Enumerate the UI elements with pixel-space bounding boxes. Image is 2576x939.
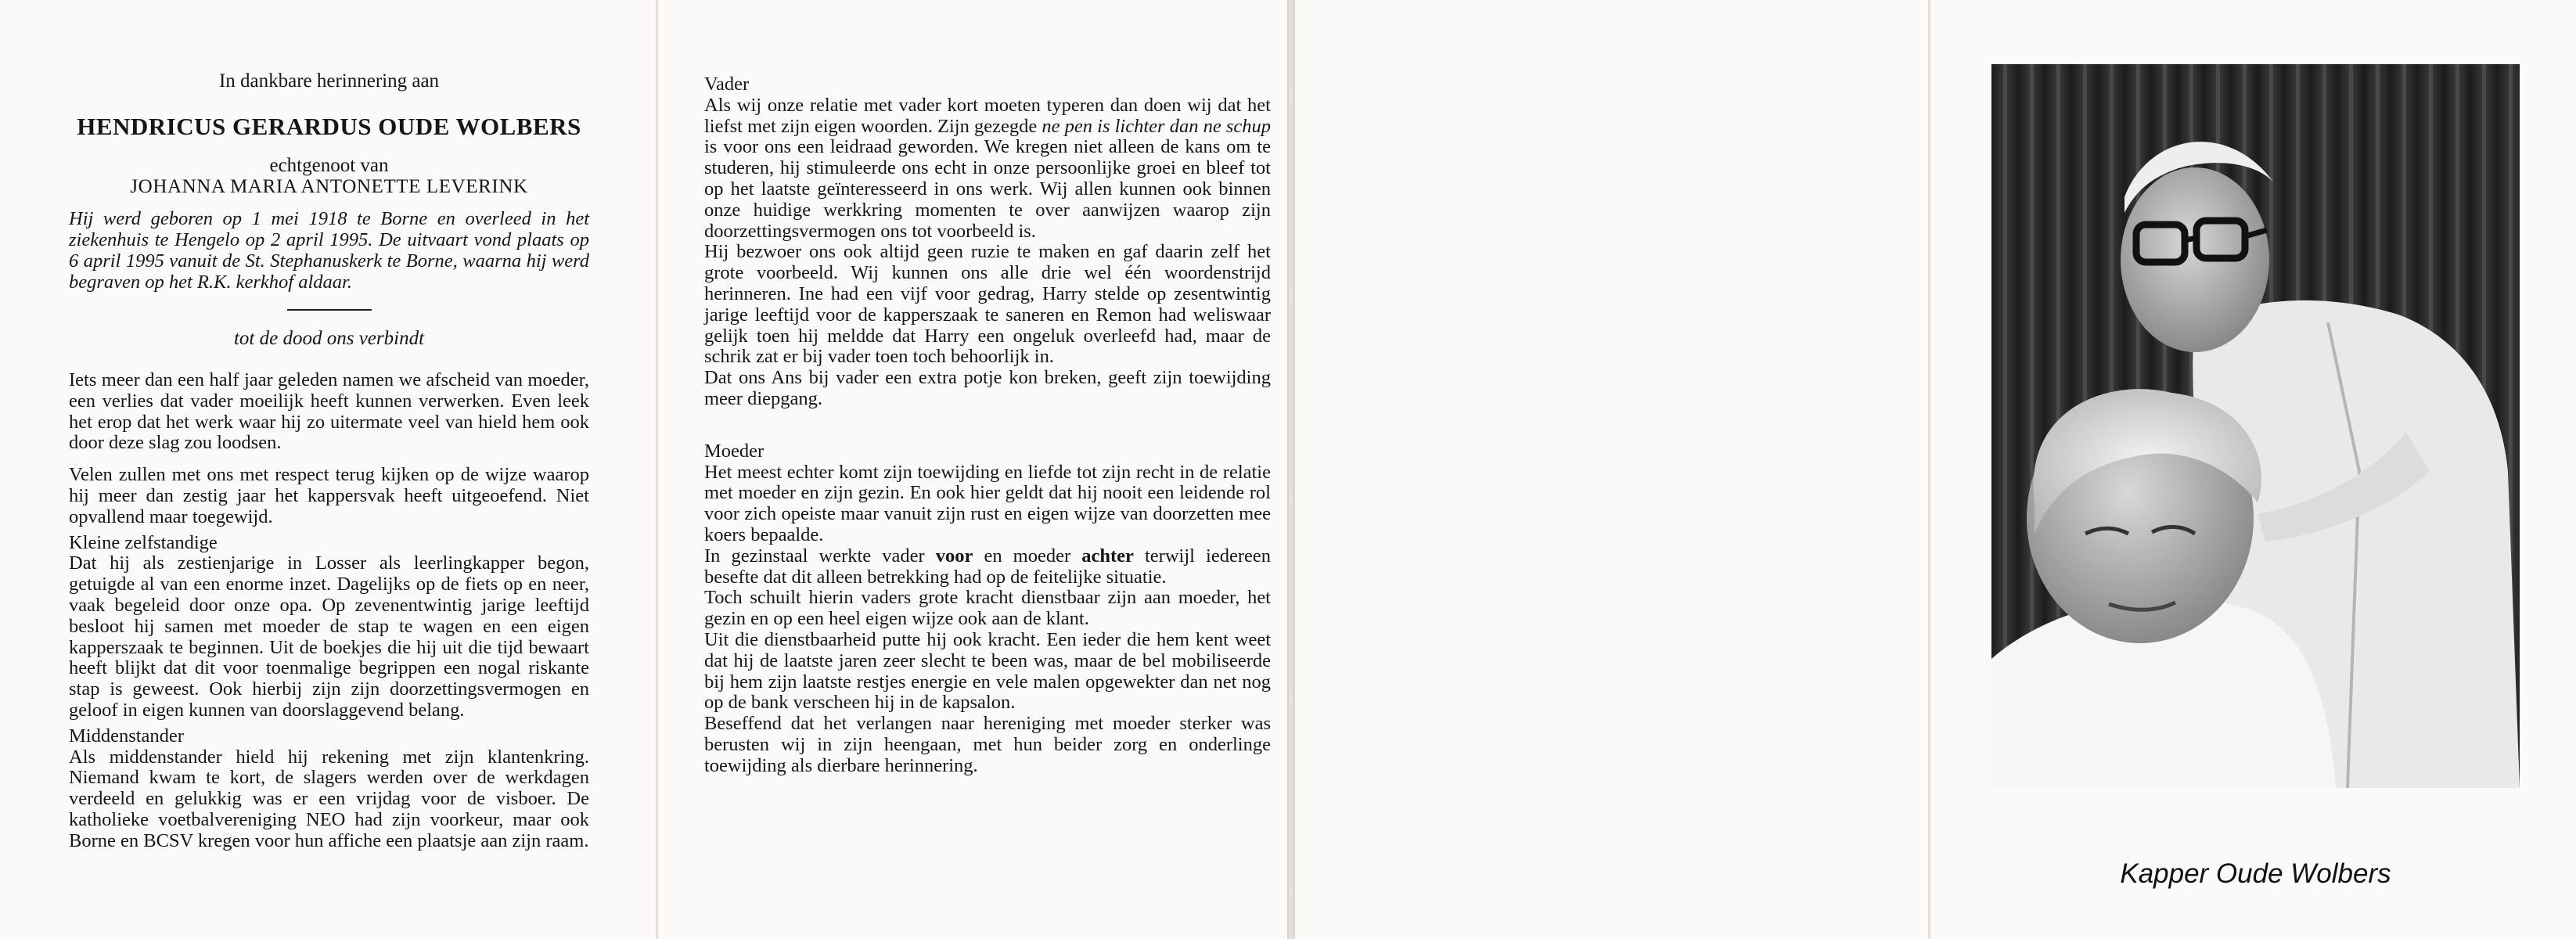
text-span: terwijl iedereen besefte dat dit alleen betrekking had op de feitelijke situatie.	[704, 545, 1271, 588]
spouse-name: JOHANNA MARIA ANTONETTE LEVERINK	[130, 176, 528, 197]
paragraph: Dat ons Ans bij vader een extra potje kon breken, geeft zijn toewijding meer diepgang.	[704, 367, 1271, 409]
section-heading: Moeder	[704, 440, 765, 462]
text-span: en moeder	[973, 545, 1082, 567]
paragraph: Iets meer dan een half jaar geleden namen we afscheid van moeder, een verlies dat vader moeilijk heeft kunnen verwerken. Even leek het erop dat het werk waar hij zo uitermate veel van hield hem ook door deze slag zou loodsen.	[69, 369, 589, 454]
text-span: In gezinstaal werkte vader	[704, 545, 936, 567]
paragraph: Beseffend dat het verlangen naar hereniging met moeder sterker was berusten wij in zijn heengaan, met hun beider zorg en onderlinge toewijding als dierbare herinnering.	[704, 713, 1271, 776]
card-seam	[1287, 0, 1295, 939]
section-heading: Vader	[704, 74, 750, 95]
bold-word: achter	[1081, 545, 1134, 567]
text-span: Als wij onze relatie met vader kort moeten typeren dan doen wij dat het liefst met zijn eigen woorden. Zijn gezegde	[704, 94, 1271, 137]
paragraph: Dat hij als zestienjarige in Losser als leerlingkapper begon, getuigde al van een enorme inzet. Dagelijks op de fiets op en neer, vaak begeleid door onze opa. Op zevenentwintig jarige leeftijd besloot hij samen met moeder de stap te wagen en een eigen kapperszaak te beginnen. Uit de boekjes die hij uit die tijd bewaart heeft blijkt dat dit voor toenmalige begrippen een nogal riskante stap is geweest. Ook hierbij zijn zijn doorzettingsvermogen en geloof in eigen kunnen van doorslaggevend belang.	[69, 552, 589, 721]
paragraph: Velen zullen met ons met respect terug kijken op de wijze waarop hij meer dan zestig jaar het kappersvak heeft uitgeoefend. Niet opvallend maar toegewijd.	[69, 464, 589, 527]
paragraph	[704, 546, 1271, 588]
paragraph: Toch schuilt hierin vaders grote kracht dienstbaar zijn aan moeder, het gezin en op een heel eigen wijze ook aan de klant.	[704, 587, 1271, 630]
spouse-prefix: echtgenoot van	[269, 155, 389, 176]
divider-rule	[287, 309, 372, 311]
section-heading: Kleine zelfstandige	[69, 531, 218, 553]
paragraph: Als middenstander hield hij rekening met zijn klantenkring. Niemand kwam te kort, de slagers werden over de werkdagen verdeeld en gelukkig was er een vrijdag voor de visboer. De katholieke voetbalvereniging NEO had zijn voorkeur, maar ook Borne en BCSV kregen voor hun affiche een plaatsje aan zijn raam.	[69, 746, 589, 851]
saying-text: ne pen is lichter dan ne schup	[1042, 115, 1271, 137]
paragraph	[704, 95, 1271, 243]
memorial-column-1	[69, 70, 589, 863]
paragraph: Uit die dienstbaarheid putte hij ook kracht. Een ieder die hem kent weet dat hij de laatste jaren zeer slecht te been was, maar de bel mobiliseerde bij hem zijn laatste restjes energie en vele malen opgewekter dan net nog op de bank verscheen hij in de kapsalon.	[704, 628, 1271, 714]
outer-fold	[1928, 0, 1930, 939]
barber-photo	[1991, 64, 2520, 788]
photo-caption: Kapper Oude Wolbers	[2120, 858, 2391, 889]
intro-text: In dankbare herinnering aan	[218, 70, 440, 92]
section-heading: Middenstander	[69, 725, 184, 747]
memorial-column-2	[704, 74, 1271, 777]
bold-word: voor	[935, 545, 973, 567]
deceased-name: HENDRICUS GERARDUS OUDE WOLBERS	[77, 113, 581, 140]
birth-death-text: Hij werd geboren op 1 mei 1918 te Borne en overleed in het ziekenhuis te Hengelo op 2 april 1995. De uitvaart vond plaats op 6 april 1995 vanuit de St. Stephanuskerk te Borne, waarna hij werd begraven op het R.K. kerkhof aldaar.	[69, 208, 589, 293]
inner-fold	[656, 0, 658, 939]
motto: tot de dood ons verbindt	[233, 328, 425, 349]
paragraph: Het meest echter komt zijn toewijding en liefde tot zijn recht in de relatie met moeder en zijn gezin. En ook hier geldt dat hij nooit een leidende rol voor zich opeiste maar vanuit zijn rust en eigen wijze van doorzetten mee koers bepaalde.	[704, 461, 1271, 545]
text-span: is voor ons een leidraad geworden. We kregen niet alleen de kans om te studeren, hij stimuleerde ons echt in onze persoonlijke groei en bleef tot op het laatste geïnteresseerd in ons werk. Wij allen kunnen ook binnen onze huidige werkkring momenten te over aanwijzen waarop zijn doorzettingsvermogen ons tot voorbeeld is.	[704, 136, 1271, 242]
paragraph: Hij bezwoer ons ook altijd geen ruzie te maken en gaf daarin zelf het grote voorbeeld. Wij kunnen ons alle drie wel één woordenstrijd herinneren. Ine had een vijf voor gedrag, Harry stelde op zesentwintig jarige leeftijd voor de kapperszaak te saneren en Remon had weliswaar gelijk toen hij meldde dat Harry een ongeluk overleefd had, maar de schrik zat er bij vader toen toch behoorlijk in.	[704, 241, 1271, 368]
